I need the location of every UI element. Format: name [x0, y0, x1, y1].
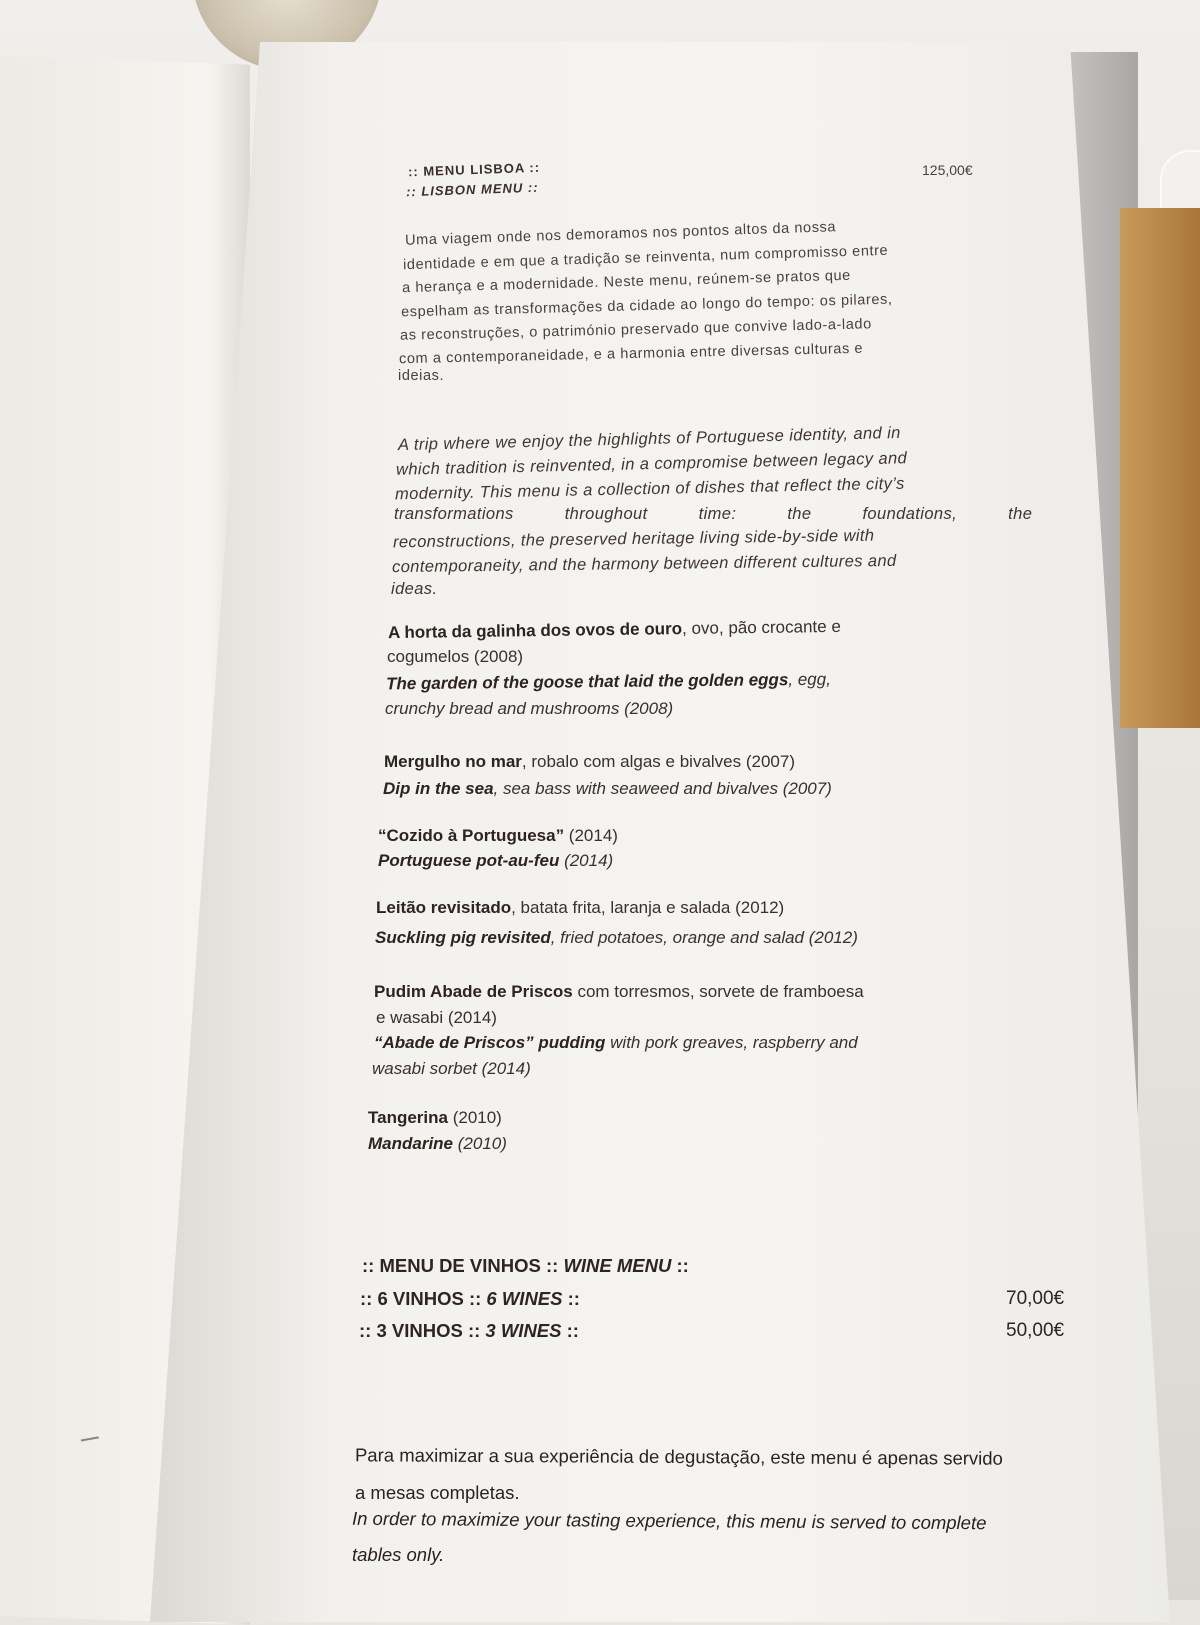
intro-pt-line: a herança e a modernidade. Neste menu, reúnem-se pratos que — [401, 267, 852, 297]
wine-option-price: 50,00€ — [1006, 1320, 1065, 1341]
dish-en — [383, 779, 832, 799]
dish-pt-cont: e wasabi (2014) — [376, 1008, 497, 1027]
dish-desc-en: with pork greaves, raspberry and — [605, 1033, 858, 1052]
dish-desc-en: , fried potatoes, orange and salad (2012) — [550, 928, 858, 947]
dish-desc-en: , egg, — [788, 669, 831, 690]
menu-title-en: :: LISBON MENU :: — [405, 179, 539, 200]
wine-option-en: 3 WINES — [485, 1320, 562, 1341]
dish-pt-cont: cogumelos (2008) — [387, 647, 524, 666]
dish-name-pt: Leitão revisitado — [376, 898, 512, 917]
dish-desc-en: (2014) — [559, 851, 614, 870]
wine-option-end: :: — [562, 1288, 580, 1309]
intro-pt-line: Uma viagem onde nos demoramos nos pontos altos da nossa — [404, 219, 837, 249]
intro-en-line: contemporaneity, and the harmony between different cultures and — [391, 551, 897, 577]
intro-en-line: modernity. This menu is a collection of dishes that reflect the city’s — [394, 474, 905, 504]
dish-pt — [388, 617, 841, 643]
intro-en-line: A trip where we enjoy the highlights of Portuguese identity, and in — [397, 423, 901, 455]
footer-en-line: tables only. — [352, 1544, 445, 1565]
dish-name-en: Dip in the sea — [383, 779, 494, 798]
intro-en-line: reconstructions, the preserved heritage living side-by-side with — [392, 526, 875, 552]
dish-name-pt: Tangerina — [368, 1108, 448, 1127]
wine-header-end: :: — [671, 1255, 689, 1276]
intro-pt-line: as reconstruções, o património preservado que convive lado-a-lado — [399, 316, 872, 344]
wine-option — [359, 1320, 579, 1342]
dish-name-en: Portuguese pot-au-feu — [378, 851, 560, 870]
dish-desc-pt: com torresmos, sorvete de framboesa — [572, 982, 864, 1001]
intro-pt-line: espelham as transformações da cidade ao longo do tempo: os pilares, — [400, 291, 893, 321]
intro-en-line: ideas. — [391, 580, 438, 598]
dish-en — [375, 928, 858, 948]
dish-name-pt: Pudim Abade de Priscos — [374, 982, 573, 1001]
dish-name-en: Suckling pig revisited — [375, 928, 551, 947]
intro-en-line: transformations throughout time: the foundations, the — [394, 505, 1033, 523]
footer-pt-line: Para maximizar a sua experiência de degustação, este menu é apenas servido — [354, 1444, 1003, 1469]
intro-pt-line: com a contemporaneidade, e a harmonia entre diversas culturas e — [398, 340, 864, 368]
dish-en-cont: crunchy bread and mushrooms (2008) — [385, 699, 674, 718]
wine-option-en: 6 WINES — [486, 1288, 563, 1309]
intro-pt-line: identidade e em que a tradição se reinventa, num compromisso entre — [402, 242, 889, 274]
wine-header-pt: :: MENU DE VINHOS :: — [362, 1255, 564, 1276]
dish-pt — [376, 898, 784, 918]
dish-pt — [378, 826, 618, 846]
dish-pt — [384, 752, 795, 772]
footer-pt-line: a mesas completas. — [355, 1482, 520, 1503]
wine-option-end: :: — [561, 1320, 579, 1341]
wine-option-pt: :: 3 VINHOS :: — [359, 1320, 486, 1341]
intro-pt-line: ideias. — [398, 368, 445, 384]
dish-desc-pt: (2010) — [447, 1108, 502, 1127]
dish-pt — [374, 982, 864, 1002]
dish-pt — [368, 1108, 502, 1128]
menu-price: 125,00€ — [922, 162, 973, 178]
dish-name-en: The garden of the goose that laid the golden eggs — [385, 670, 789, 694]
dish-name-pt: “Cozido à Portuguesa” — [378, 826, 565, 845]
footer-en-line: In order to maximize your tasting experience, this menu is served to complete — [351, 1507, 987, 1534]
wine-menu-header — [362, 1255, 689, 1277]
dish-name-en: Mandarine — [368, 1134, 454, 1153]
dish-en — [374, 1033, 858, 1053]
dish-en — [378, 851, 613, 871]
dish-desc-pt: , robalo com algas e bivalves (2007) — [521, 752, 795, 771]
dish-desc-pt: , batata frita, laranja e salada (2012) — [511, 898, 785, 917]
wine-option — [360, 1288, 580, 1310]
dish-desc-pt: , ovo, pão crocante e — [681, 616, 841, 639]
wine-option-price: 70,00€ — [1006, 1288, 1065, 1309]
dish-name-en: “Abade de Priscos” pudding — [374, 1033, 606, 1052]
intro-en-line: which tradition is reinvented, in a compromise between legacy and — [395, 449, 908, 479]
dish-en-cont: wasabi sorbet (2014) — [372, 1059, 531, 1078]
dish-en — [368, 1134, 507, 1154]
dish-name-pt: Mergulho no mar — [384, 752, 522, 771]
wine-option-pt: :: 6 VINHOS :: — [360, 1288, 487, 1309]
menu-title-pt: :: MENU LISBOA :: — [407, 159, 541, 180]
dish-desc-en: (2010) — [453, 1134, 507, 1153]
wine-header-en: WINE MENU — [563, 1255, 672, 1276]
dish-desc-en: , sea bass with seaweed and bivalves (2007) — [493, 779, 832, 798]
dish-name-pt: A horta da galinha dos ovos de ouro — [387, 619, 683, 643]
dish-en — [386, 670, 831, 695]
dish-desc-pt: (2014) — [564, 826, 618, 845]
